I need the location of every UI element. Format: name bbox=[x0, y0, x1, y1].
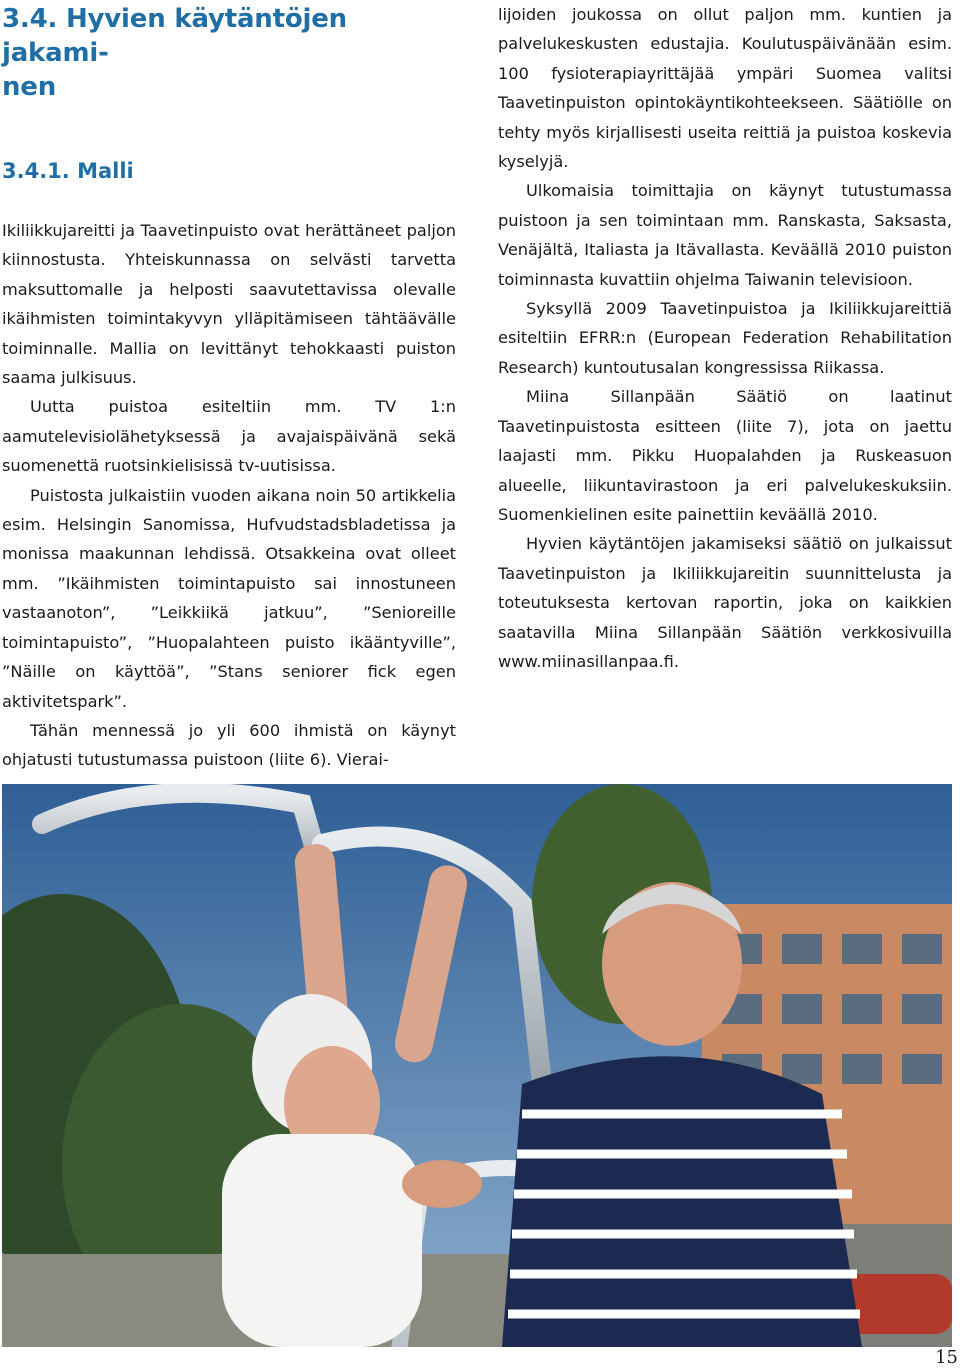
page-number: 15 bbox=[935, 1347, 958, 1368]
paragraph: Hyvien käytäntöjen jakamiseksi säätiö on julkaissut Taavetinpuiston ja Ikiliikkujareitin suunnittelusta ja toteutuksesta kertovan raportin, joka on kaikkien saatavilla Miina Sillanpään Säätiön verkkosivuilla www.miinasillanpaa.fi. bbox=[498, 534, 952, 671]
right-column bbox=[498, 0, 952, 676]
paragraph: Miina Sillanpään Säätiö on laatinut Taavetinpuistosta esitteen (liite 7), jota on jaettu laajasti mm. Pikku Huopalahden ja Ruskeasuon alueelle, liikuntavirastoon ja eri palvelukeskuksiin. Suomenkielinen esite painettiin keväällä 2010. bbox=[498, 387, 952, 524]
paragraph: Puistosta julkaistiin vuoden aikana noin 50 artikkelia esim. Helsingin Sanomissa, Hufvudstadsbladetissa ja monissa maakunnan lehdissä. Otsakkeina ovat olleet mm. ”Ikäihmisten toimintapuisto sai innostuneen vastaanoton”, ”Leikkiikä jatkuu”, ”Senioreille toimintapuisto”, ”Huopalahteen puisto ikääntyville”, ”Näille on käyttöä”, ”Stans seniorer fick egen aktivitetspark”. bbox=[2, 485, 456, 711]
section-title: 3.4. Hyvien käytäntöjen jakami- nen bbox=[2, 4, 347, 102]
paragraph: Ikiliikkujareitti ja Taavetinpuisto ovat herättäneet paljon kiinnostusta. Yhteiskunnassa on selvästi tarvetta maksuttomalle ja helposti saavutettavissa olevalle ikäihmisten toimintakyvyn ylläpitämiseen tähtäävälle toiminnalle. Mallia on levittänyt tehokkaasti puiston saama julkisuus. bbox=[2, 221, 456, 388]
paragraph: Syksyllä 2009 Taavetinpuistoa ja Ikiliikkujareittiä esiteltiin EFRR:n (European Federation Rehabilitation Research) kuntoutusalan kongressissa Riikassa. bbox=[498, 299, 952, 377]
subsection-title: 3.4.1. Malli bbox=[2, 159, 134, 183]
photo-seniors-exercising bbox=[2, 784, 952, 1347]
paragraph: Uutta puistoa esiteltiin mm. TV 1:n aamutelevisiolähetyksessä ja avajaispäivänä sekä suomenettä ruotsinkielisissä tv-uutisissa. bbox=[2, 397, 456, 476]
photo-illustration bbox=[2, 784, 952, 1347]
paragraph: Ulkomaisia toimittajia on käynyt tutustumassa puistoon ja sen toimintaan mm. Ranskasta, Saksasta, Venäjältä, Italiasta ja Itävallasta. Keväällä 2010 puiston toiminnasta kuvattiin ohjelma Taiwanin televisioon. bbox=[498, 181, 952, 289]
paragraph: Tähän mennessä jo yli 600 ihmistä on käynyt ohjatusti tutustumassa puistoon (liite 6). Vierai- bbox=[2, 720, 456, 770]
left-column bbox=[2, 0, 456, 775]
paragraph: lijoiden joukossa on ollut paljon mm. kuntien ja palvelukeskusten edustajia. Koulutuspäivänään esim. 100 fysioterapiayrittäjää ympäri Suomea valitsi Taavetinpuiston opintokäyntikohteekseen. Säätiölle on tehty myös kirjallisesti useita reittiä ja puistoa koskevia kyselyjä. bbox=[498, 5, 952, 172]
